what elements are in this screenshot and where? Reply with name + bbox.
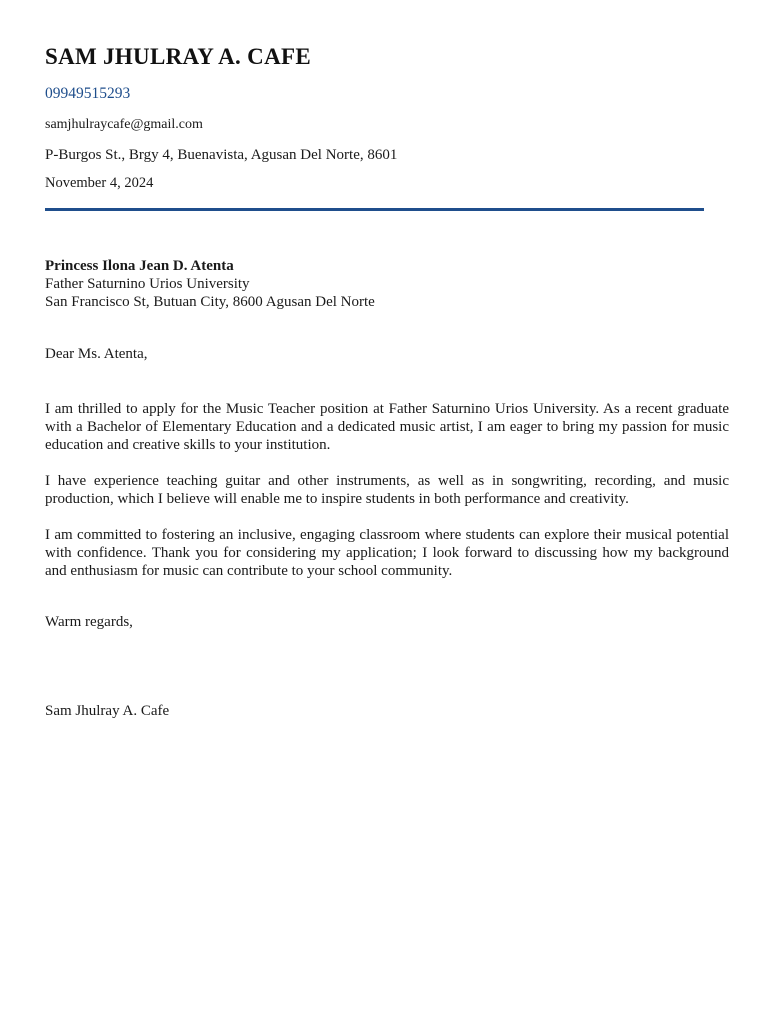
sender-address: P-Burgos St., Brgy 4, Buenavista, Agusan Del Norte, 8601 (45, 147, 398, 163)
letter-body (45, 400, 729, 598)
recipient-name: Princess Ilona Jean D. Atenta (45, 258, 234, 274)
salutation: Dear Ms. Atenta, (45, 346, 148, 362)
recipient-block (45, 257, 375, 311)
sender-name: SAM JHULRAY A. CAFE (45, 44, 311, 69)
recipient-address: San Francisco St, Butuan City, 8600 Agusan Del Norte (45, 294, 375, 310)
letter-date: November 4, 2024 (45, 175, 154, 191)
body-paragraph: I have experience teaching guitar and other instruments, as well as in songwriting, recording, and music production, which I believe will enable me to inspire students in both performance and creativity. (45, 473, 729, 507)
header-divider (45, 208, 704, 211)
body-paragraph: I am thrilled to apply for the Music Teacher position at Father Saturnino Urios University. As a recent graduate with a Bachelor of Elementary Education and a dedicated music artist, I am eager to bring my passion for music education and creative skills to your institution. (45, 401, 729, 453)
signature-name: Sam Jhulray A. Cafe (45, 703, 170, 719)
sender-phone: 09949515293 (45, 85, 131, 102)
body-paragraph: I am committed to fostering an inclusive, engaging classroom where students can explore their musical potential with confidence. Thank you for considering my application; I look forward to discussing how my background and enthusiasm for music can contribute to your school community. (45, 527, 729, 579)
closing: Warm regards, (45, 614, 133, 630)
recipient-institution: Father Saturnino Urios University (45, 276, 250, 292)
sender-email: samjhulraycafe@gmail.com (45, 117, 203, 132)
